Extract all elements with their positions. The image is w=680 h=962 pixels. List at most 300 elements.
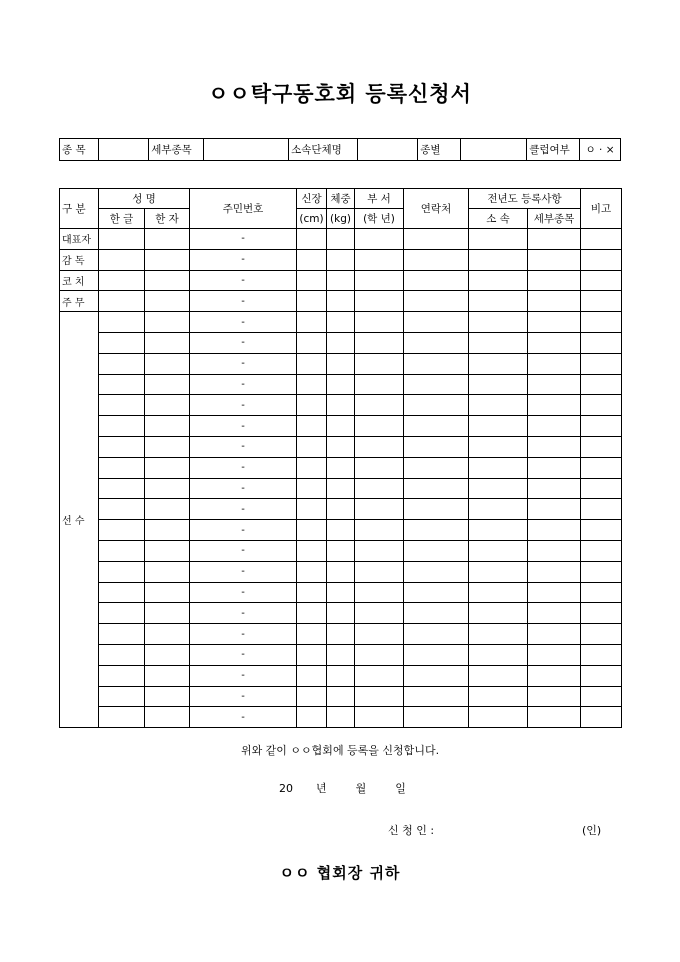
- prev-aff-cell[interactable]: [469, 520, 528, 541]
- note-cell[interactable]: [581, 707, 622, 728]
- table-row: [60, 644, 622, 665]
- note-cell[interactable]: [581, 582, 622, 603]
- contact-cell[interactable]: [404, 603, 469, 624]
- prev-detail-cell[interactable]: [528, 624, 581, 645]
- type-label: 종별: [418, 139, 461, 161]
- table-row: [60, 582, 622, 603]
- table-row: [60, 603, 622, 624]
- prev-aff-cell[interactable]: [469, 270, 528, 291]
- header-prev-detail: 세부종목: [528, 209, 581, 229]
- role-label: 주 무: [60, 291, 99, 312]
- height-cell[interactable]: [297, 499, 327, 520]
- name-cn-cell[interactable]: [145, 291, 190, 312]
- id-number-cell[interactable]: -: [190, 603, 297, 624]
- note-cell[interactable]: [581, 374, 622, 395]
- prev-detail-cell[interactable]: [528, 644, 581, 665]
- dept-cell[interactable]: [355, 665, 404, 686]
- note-cell[interactable]: [581, 540, 622, 561]
- note-cell[interactable]: [581, 686, 622, 707]
- contact-cell[interactable]: [404, 457, 469, 478]
- weight-cell[interactable]: [327, 229, 355, 250]
- note-cell[interactable]: [581, 332, 622, 353]
- height-cell[interactable]: [297, 332, 327, 353]
- name-cn-cell[interactable]: [145, 478, 190, 499]
- note-cell[interactable]: [581, 436, 622, 457]
- id-number-cell[interactable]: -: [190, 499, 297, 520]
- dept-cell[interactable]: [355, 395, 404, 416]
- dept-cell[interactable]: [355, 520, 404, 541]
- contact-cell[interactable]: [404, 332, 469, 353]
- table-row: [60, 520, 622, 541]
- name-kr-cell[interactable]: [99, 457, 145, 478]
- height-cell[interactable]: [297, 436, 327, 457]
- id-number-cell[interactable]: -: [190, 686, 297, 707]
- name-kr-cell[interactable]: [99, 707, 145, 728]
- seal-label: (인): [582, 824, 602, 837]
- name-cn-cell[interactable]: [145, 665, 190, 686]
- name-cn-cell[interactable]: [145, 561, 190, 582]
- height-cell[interactable]: [297, 582, 327, 603]
- header-dept: 부 서: [355, 189, 404, 209]
- id-number-cell[interactable]: -: [190, 229, 297, 250]
- prev-detail-cell[interactable]: [528, 249, 581, 270]
- note-cell[interactable]: [581, 499, 622, 520]
- height-cell[interactable]: [297, 665, 327, 686]
- name-kr-cell[interactable]: [99, 312, 145, 333]
- name-cn-cell[interactable]: [145, 353, 190, 374]
- name-cn-cell[interactable]: [145, 603, 190, 624]
- prev-detail-cell[interactable]: [528, 416, 581, 437]
- contact-cell[interactable]: [404, 520, 469, 541]
- id-number-cell[interactable]: -: [190, 270, 297, 291]
- height-cell[interactable]: [297, 624, 327, 645]
- header-dept-sub: (학 년): [355, 209, 404, 229]
- name-kr-cell[interactable]: [99, 665, 145, 686]
- id-number-cell[interactable]: -: [190, 624, 297, 645]
- table-row: [60, 436, 622, 457]
- height-cell[interactable]: [297, 457, 327, 478]
- dept-cell[interactable]: [355, 582, 404, 603]
- name-cn-cell[interactable]: [145, 644, 190, 665]
- note-cell[interactable]: [581, 457, 622, 478]
- dept-cell[interactable]: [355, 229, 404, 250]
- contact-cell[interactable]: [404, 540, 469, 561]
- dept-cell[interactable]: [355, 644, 404, 665]
- height-cell[interactable]: [297, 374, 327, 395]
- prev-aff-cell[interactable]: [469, 540, 528, 561]
- id-number-cell[interactable]: -: [190, 520, 297, 541]
- dept-cell[interactable]: [355, 707, 404, 728]
- id-number-cell[interactable]: -: [190, 665, 297, 686]
- header-note: 비고: [581, 189, 622, 229]
- height-cell[interactable]: [297, 291, 327, 312]
- weight-cell[interactable]: [327, 332, 355, 353]
- contact-cell[interactable]: [404, 291, 469, 312]
- prev-aff-cell[interactable]: [469, 686, 528, 707]
- dept-cell[interactable]: [355, 416, 404, 437]
- note-cell[interactable]: [581, 395, 622, 416]
- name-cn-cell[interactable]: [145, 686, 190, 707]
- contact-cell[interactable]: [404, 499, 469, 520]
- prev-aff-cell[interactable]: [469, 478, 528, 499]
- weight-cell[interactable]: [327, 644, 355, 665]
- prev-detail-cell[interactable]: [528, 603, 581, 624]
- name-cn-cell[interactable]: [145, 395, 190, 416]
- name-kr-cell[interactable]: [99, 374, 145, 395]
- role-label: 대표자: [60, 229, 99, 250]
- contact-cell[interactable]: [404, 561, 469, 582]
- note-cell[interactable]: [581, 603, 622, 624]
- id-number-cell[interactable]: -: [190, 416, 297, 437]
- player-label: 선 수: [60, 312, 99, 728]
- dept-cell[interactable]: [355, 291, 404, 312]
- prev-detail-cell[interactable]: [528, 582, 581, 603]
- prev-detail-cell[interactable]: [528, 520, 581, 541]
- note-cell[interactable]: [581, 270, 622, 291]
- contact-cell[interactable]: [404, 395, 469, 416]
- header-prev-aff: 소 속: [469, 209, 528, 229]
- day-label: 일: [395, 782, 406, 795]
- height-cell[interactable]: [297, 644, 327, 665]
- name-kr-cell[interactable]: [99, 332, 145, 353]
- id-number-cell[interactable]: -: [190, 249, 297, 270]
- note-cell[interactable]: [581, 478, 622, 499]
- header-name-cn: 한 자: [145, 209, 190, 229]
- prev-detail-cell[interactable]: [528, 332, 581, 353]
- event-label: 종 목: [60, 139, 99, 161]
- note-cell[interactable]: [581, 644, 622, 665]
- height-cell[interactable]: [297, 353, 327, 374]
- name-cn-cell[interactable]: [145, 520, 190, 541]
- header-height-unit: (cm): [297, 209, 327, 229]
- contact-cell[interactable]: [404, 665, 469, 686]
- header-weight-unit: (kg): [327, 209, 355, 229]
- weight-cell[interactable]: [327, 374, 355, 395]
- header-height: 신장: [297, 189, 327, 209]
- dept-cell[interactable]: [355, 270, 404, 291]
- header-contact: 연락처: [404, 189, 469, 229]
- height-cell[interactable]: [297, 561, 327, 582]
- contact-cell[interactable]: [404, 416, 469, 437]
- dept-cell[interactable]: [355, 332, 404, 353]
- header-weight: 체중: [327, 189, 355, 209]
- prev-detail-cell[interactable]: [528, 561, 581, 582]
- table-row: [60, 624, 622, 645]
- name-kr-cell[interactable]: [99, 499, 145, 520]
- weight-cell[interactable]: [327, 686, 355, 707]
- weight-cell[interactable]: [327, 270, 355, 291]
- note-cell[interactable]: [581, 291, 622, 312]
- height-cell[interactable]: [297, 249, 327, 270]
- contact-cell[interactable]: [404, 374, 469, 395]
- table-row: [60, 707, 622, 728]
- prev-detail-cell[interactable]: [528, 270, 581, 291]
- prev-detail-cell[interactable]: [528, 478, 581, 499]
- id-number-cell[interactable]: -: [190, 312, 297, 333]
- year-prefix: 20: [279, 782, 293, 795]
- prev-detail-cell[interactable]: [528, 499, 581, 520]
- id-number-cell[interactable]: -: [190, 332, 297, 353]
- weight-cell[interactable]: [327, 478, 355, 499]
- name-kr-cell[interactable]: [99, 249, 145, 270]
- prev-detail-cell[interactable]: [528, 395, 581, 416]
- prev-aff-cell[interactable]: [469, 291, 528, 312]
- name-cn-cell[interactable]: [145, 436, 190, 457]
- note-cell[interactable]: [581, 249, 622, 270]
- dept-cell[interactable]: [355, 353, 404, 374]
- name-kr-cell[interactable]: [99, 624, 145, 645]
- weight-cell[interactable]: [327, 499, 355, 520]
- weight-cell[interactable]: [327, 582, 355, 603]
- name-cn-cell[interactable]: [145, 312, 190, 333]
- name-kr-cell[interactable]: [99, 436, 145, 457]
- prev-aff-cell[interactable]: [469, 229, 528, 250]
- statement-text: 위와 같이 ㅇㅇ협회에 등록을 신청합니다.: [240, 744, 440, 757]
- id-number-cell[interactable]: -: [190, 395, 297, 416]
- contact-cell[interactable]: [404, 229, 469, 250]
- prev-detail-cell[interactable]: [528, 291, 581, 312]
- dept-cell[interactable]: [355, 457, 404, 478]
- header-prev: 전년도 등록사항: [469, 189, 581, 209]
- id-number-cell[interactable]: -: [190, 540, 297, 561]
- note-cell[interactable]: [581, 624, 622, 645]
- name-cn-cell[interactable]: [145, 540, 190, 561]
- dept-cell[interactable]: [355, 624, 404, 645]
- id-number-cell[interactable]: -: [190, 457, 297, 478]
- height-cell[interactable]: [297, 686, 327, 707]
- name-cn-cell[interactable]: [145, 332, 190, 353]
- dept-cell[interactable]: [355, 436, 404, 457]
- weight-cell[interactable]: [327, 457, 355, 478]
- table-row: [60, 312, 622, 333]
- table-row: [60, 291, 622, 312]
- name-cn-cell[interactable]: [145, 624, 190, 645]
- note-cell[interactable]: [581, 520, 622, 541]
- dept-cell[interactable]: [355, 249, 404, 270]
- name-cn-cell[interactable]: [145, 416, 190, 437]
- id-number-cell[interactable]: -: [190, 291, 297, 312]
- contact-cell[interactable]: [404, 686, 469, 707]
- name-cn-cell[interactable]: [145, 249, 190, 270]
- weight-cell[interactable]: [327, 540, 355, 561]
- contact-cell[interactable]: [404, 436, 469, 457]
- name-cn-cell[interactable]: [145, 374, 190, 395]
- id-number-cell[interactable]: -: [190, 374, 297, 395]
- weight-cell[interactable]: [327, 353, 355, 374]
- name-cn-cell[interactable]: [145, 270, 190, 291]
- prev-aff-cell[interactable]: [469, 332, 528, 353]
- table-row: [60, 353, 622, 374]
- prev-aff-cell[interactable]: [469, 665, 528, 686]
- note-cell[interactable]: [581, 353, 622, 374]
- weight-cell[interactable]: [327, 249, 355, 270]
- note-cell[interactable]: [581, 229, 622, 250]
- table-row: [60, 270, 622, 291]
- form-title: ㅇㅇ탁구동호회 등록신청서: [208, 81, 472, 106]
- weight-cell[interactable]: [327, 436, 355, 457]
- prev-aff-cell[interactable]: [469, 436, 528, 457]
- role-label: 감 독: [60, 249, 99, 270]
- prev-detail-cell[interactable]: [528, 353, 581, 374]
- prev-aff-cell[interactable]: [469, 707, 528, 728]
- contact-cell[interactable]: [404, 312, 469, 333]
- prev-aff-cell[interactable]: [469, 353, 528, 374]
- dept-cell[interactable]: [355, 312, 404, 333]
- id-number-cell[interactable]: -: [190, 707, 297, 728]
- table-row: [60, 229, 622, 250]
- addressee-text: ㅇㅇ 협회장 귀하: [279, 864, 401, 882]
- prev-detail-cell[interactable]: [528, 436, 581, 457]
- dept-cell[interactable]: [355, 540, 404, 561]
- affiliation-field[interactable]: [357, 139, 417, 161]
- contact-cell[interactable]: [404, 478, 469, 499]
- name-kr-cell[interactable]: [99, 416, 145, 437]
- id-number-cell[interactable]: -: [190, 436, 297, 457]
- prev-aff-cell[interactable]: [469, 603, 528, 624]
- affiliation-label: 소속단체명: [289, 139, 358, 161]
- name-cn-cell[interactable]: [145, 582, 190, 603]
- prev-aff-cell[interactable]: [469, 644, 528, 665]
- name-kr-cell[interactable]: [99, 520, 145, 541]
- contact-cell[interactable]: [404, 707, 469, 728]
- prev-detail-cell[interactable]: [528, 665, 581, 686]
- prev-aff-cell[interactable]: [469, 416, 528, 437]
- year-label: 년: [316, 782, 327, 795]
- weight-cell[interactable]: [327, 707, 355, 728]
- prev-aff-cell[interactable]: [469, 457, 528, 478]
- prev-detail-cell[interactable]: [528, 457, 581, 478]
- prev-detail-cell[interactable]: [528, 374, 581, 395]
- table-row: [60, 249, 622, 270]
- height-cell[interactable]: [297, 270, 327, 291]
- name-kr-cell[interactable]: [99, 686, 145, 707]
- height-cell[interactable]: [297, 540, 327, 561]
- club-value[interactable]: ㅇ · ×: [580, 139, 621, 161]
- name-kr-cell[interactable]: [99, 644, 145, 665]
- name-cn-cell[interactable]: [145, 499, 190, 520]
- table-row: [60, 499, 622, 520]
- id-number-cell[interactable]: -: [190, 353, 297, 374]
- contact-cell[interactable]: [404, 353, 469, 374]
- prev-detail-cell[interactable]: [528, 229, 581, 250]
- type-field[interactable]: [460, 139, 526, 161]
- weight-cell[interactable]: [327, 395, 355, 416]
- name-cn-cell[interactable]: [145, 707, 190, 728]
- prev-aff-cell[interactable]: [469, 561, 528, 582]
- name-kr-cell[interactable]: [99, 540, 145, 561]
- height-cell[interactable]: [297, 478, 327, 499]
- prev-detail-cell[interactable]: [528, 312, 581, 333]
- name-kr-cell[interactable]: [99, 582, 145, 603]
- contact-cell[interactable]: [404, 582, 469, 603]
- weight-cell[interactable]: [327, 561, 355, 582]
- prev-detail-cell[interactable]: [528, 707, 581, 728]
- prev-aff-cell[interactable]: [469, 499, 528, 520]
- contact-cell[interactable]: [404, 270, 469, 291]
- note-cell[interactable]: [581, 561, 622, 582]
- weight-cell[interactable]: [327, 416, 355, 437]
- weight-cell[interactable]: [327, 520, 355, 541]
- note-cell[interactable]: [581, 416, 622, 437]
- weight-cell[interactable]: [327, 603, 355, 624]
- prev-detail-cell[interactable]: [528, 686, 581, 707]
- month-label: 월: [355, 782, 367, 795]
- detail-event-field[interactable]: [204, 139, 289, 161]
- info-table: [59, 138, 621, 161]
- weight-cell[interactable]: [327, 665, 355, 686]
- name-kr-cell[interactable]: [99, 291, 145, 312]
- prev-aff-cell[interactable]: [469, 249, 528, 270]
- event-field[interactable]: [98, 139, 148, 161]
- id-number-cell[interactable]: -: [190, 644, 297, 665]
- dept-cell[interactable]: [355, 561, 404, 582]
- dept-cell[interactable]: [355, 603, 404, 624]
- contact-cell[interactable]: [404, 644, 469, 665]
- dept-cell[interactable]: [355, 374, 404, 395]
- name-cn-cell[interactable]: [145, 457, 190, 478]
- name-kr-cell[interactable]: [99, 229, 145, 250]
- dept-cell[interactable]: [355, 686, 404, 707]
- id-number-cell[interactable]: -: [190, 561, 297, 582]
- name-kr-cell[interactable]: [99, 270, 145, 291]
- table-row: [60, 332, 622, 353]
- height-cell[interactable]: [297, 395, 327, 416]
- prev-aff-cell[interactable]: [469, 582, 528, 603]
- height-cell[interactable]: [297, 707, 327, 728]
- height-cell[interactable]: [297, 603, 327, 624]
- name-kr-cell[interactable]: [99, 478, 145, 499]
- table-row: [60, 416, 622, 437]
- weight-cell[interactable]: [327, 291, 355, 312]
- name-kr-cell[interactable]: [99, 395, 145, 416]
- name-kr-cell[interactable]: [99, 603, 145, 624]
- club-label: 클럽여부: [527, 139, 580, 161]
- table-row: [60, 561, 622, 582]
- height-cell[interactable]: [297, 520, 327, 541]
- id-number-cell[interactable]: -: [190, 478, 297, 499]
- prev-aff-cell[interactable]: [469, 395, 528, 416]
- weight-cell[interactable]: [327, 624, 355, 645]
- name-cn-cell[interactable]: [145, 229, 190, 250]
- table-row: [60, 395, 622, 416]
- prev-aff-cell[interactable]: [469, 374, 528, 395]
- name-kr-cell[interactable]: [99, 353, 145, 374]
- prev-aff-cell[interactable]: [469, 312, 528, 333]
- applicant-label: 신 청 인 :: [388, 824, 435, 837]
- note-cell[interactable]: [581, 312, 622, 333]
- table-row: [60, 686, 622, 707]
- note-cell[interactable]: [581, 665, 622, 686]
- dept-cell[interactable]: [355, 478, 404, 499]
- contact-cell[interactable]: [404, 624, 469, 645]
- weight-cell[interactable]: [327, 312, 355, 333]
- table-row: [60, 540, 622, 561]
- header-id: 주민번호: [190, 189, 297, 229]
- table-row: [60, 457, 622, 478]
- height-cell[interactable]: [297, 229, 327, 250]
- id-number-cell[interactable]: -: [190, 582, 297, 603]
- role-label: 코 치: [60, 270, 99, 291]
- header-name-kr: 한 글: [99, 209, 145, 229]
- height-cell[interactable]: [297, 312, 327, 333]
- height-cell[interactable]: [297, 416, 327, 437]
- table-row: [60, 374, 622, 395]
- prev-aff-cell[interactable]: [469, 624, 528, 645]
- dept-cell[interactable]: [355, 499, 404, 520]
- name-kr-cell[interactable]: [99, 561, 145, 582]
- contact-cell[interactable]: [404, 249, 469, 270]
- prev-detail-cell[interactable]: [528, 540, 581, 561]
